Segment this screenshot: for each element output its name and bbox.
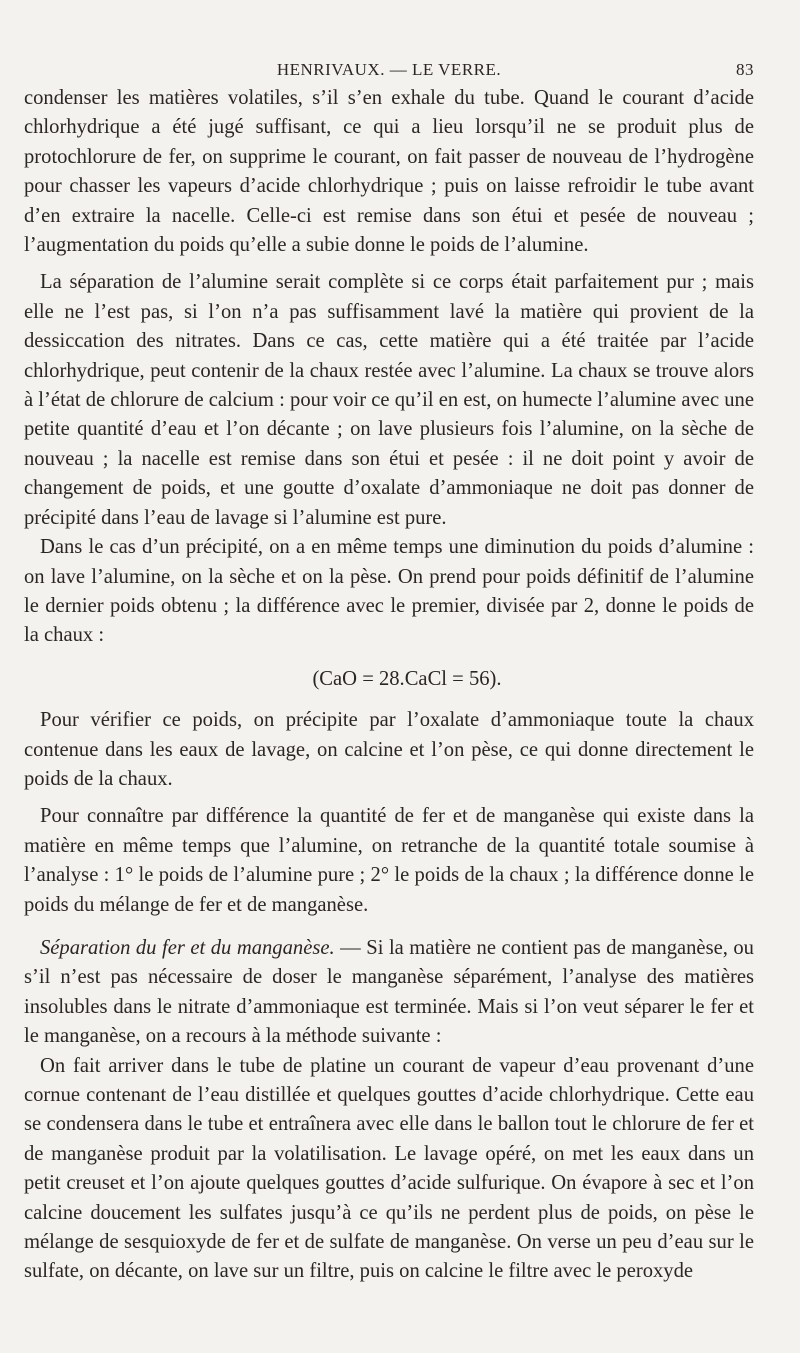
paragraph-verification: Pour vérifier ce poids, on précipite par l’oxalate d’ammoniaque toute la chaux contenue dans les eaux de lavage, on calcine et l’on pèse, ce qui donne directement le poids de la chaux.: [24, 709, 754, 790]
section-text: — Si la matière ne contient pas de manganèse, ou s’il n’est pas nécessaire de doser le manganèse séparément, l’analyse des matières insolubles dans le nitrate d’ammoniaque est terminée. Mais si l’on veut séparer le fer et le manganèse, on a recours à la méthode suivante :: [24, 936, 754, 1048]
page-header: [24, 56, 754, 84]
paragraph-precipitate: Dans le cas d’un précipité, on a en même temps une diminution du poids d’alumine : on lave l’alumine, on la sèche et on la pèse. On prend pour poids définitif de l’alumine le dernier poids obtenu ; la différence avec le premier, divisée par 2, donne le poids de la chaux :: [24, 536, 754, 647]
formula: (CaO = 28.CaCl = 56).: [312, 667, 502, 690]
paragraph-section-iron-manganese: [24, 934, 754, 1052]
paragraph-alumina-separation: La séparation de l’alumine serait complète si ce corps était parfaitement pur ; mais elle ne l’est pas, si l’on n’a pas suffisamment lavé la matière qui provient de la dessiccation des nitrates. Dans ce cas, cette matière qui a été traitée par l’acide chlorhydrique, peut contenir de la chaux restée avec l’alumine. La chaux se trouve alors à l’état de chlorure de calcium : pour voir ce qu’il en est, on humecte l’alumine avec une petite quantité d’eau et l’on décante ; on lave plusieurs fois l’alumine, on la sèche de nouveau ; la nacelle est remise dans son étui et pesée : il ne doit point y avoir de changement de poids, et une goutte d’oxalate d’ammoniaque ne doit pas donner de précipité dans l’eau de lavage si l’alumine est pure.: [24, 271, 754, 529]
paragraph-steam-method: On fait arriver dans le tube de platine un courant de vapeur d’eau provenant d’une cornue contenant de l’eau distillée et quelques gouttes d’acide chlorhydrique. Cette eau se condensera dans le tube et entraînera avec elle dans le ballon tout le chlorure de fer et de manganèse produit par la volatilisation. Le lavage opéré, on met les eaux dans un petit creuset et l’on ajoute quelques gouttes d’acide sulfurique. On évapore à sec et l’on calcine doucement les sulfates jusqu’à ce qu’ils ne perdent plus de poids, on pèse le mélange de sesquioxyde de fer et de sulfate de manganèse. On verse un peu d’eau sur le sulfate, on décante, on lave sur un filtre, puis on calcine le filtre avec le peroxyde: [24, 1054, 754, 1283]
section-title: Séparation du fer et du manganèse.: [40, 936, 335, 959]
page-number: 83: [736, 60, 754, 79]
running-title: HENRIVAUX. — LE VERRE.: [276, 60, 502, 79]
body-text: [24, 84, 754, 1287]
paragraph-difference: Pour connaître par différence la quantité de fer et de manganèse qui existe dans la matière en même temps que l’alumine, on retranche de la quantité totale soumise à l’analyse : 1° le poids de l’alumine pure ; 2° le poids de la chaux ; la différence donne le poids du mélange de fer et de manganèse.: [24, 805, 754, 916]
paragraph-continuation: condenser les matières volatiles, s’il s’en exhale du tube. Quand le courant d’acide chlorhydrique a été jugé suffisant, ce qui a lieu lorsqu’il ne se produit plus de protochlorure de fer, on supprime le courant, on fait passer de nouveau de l’hydrogène pour chasser les vapeurs d’acide chlorhydrique ; puis on laisse refroidir le tube avant d’en extraire la nacelle. Celle-ci est remise dans son étui et pesée de nouveau ; l’augmentation du poids qu’elle a subie donne le poids de l’alumine.: [24, 87, 754, 257]
